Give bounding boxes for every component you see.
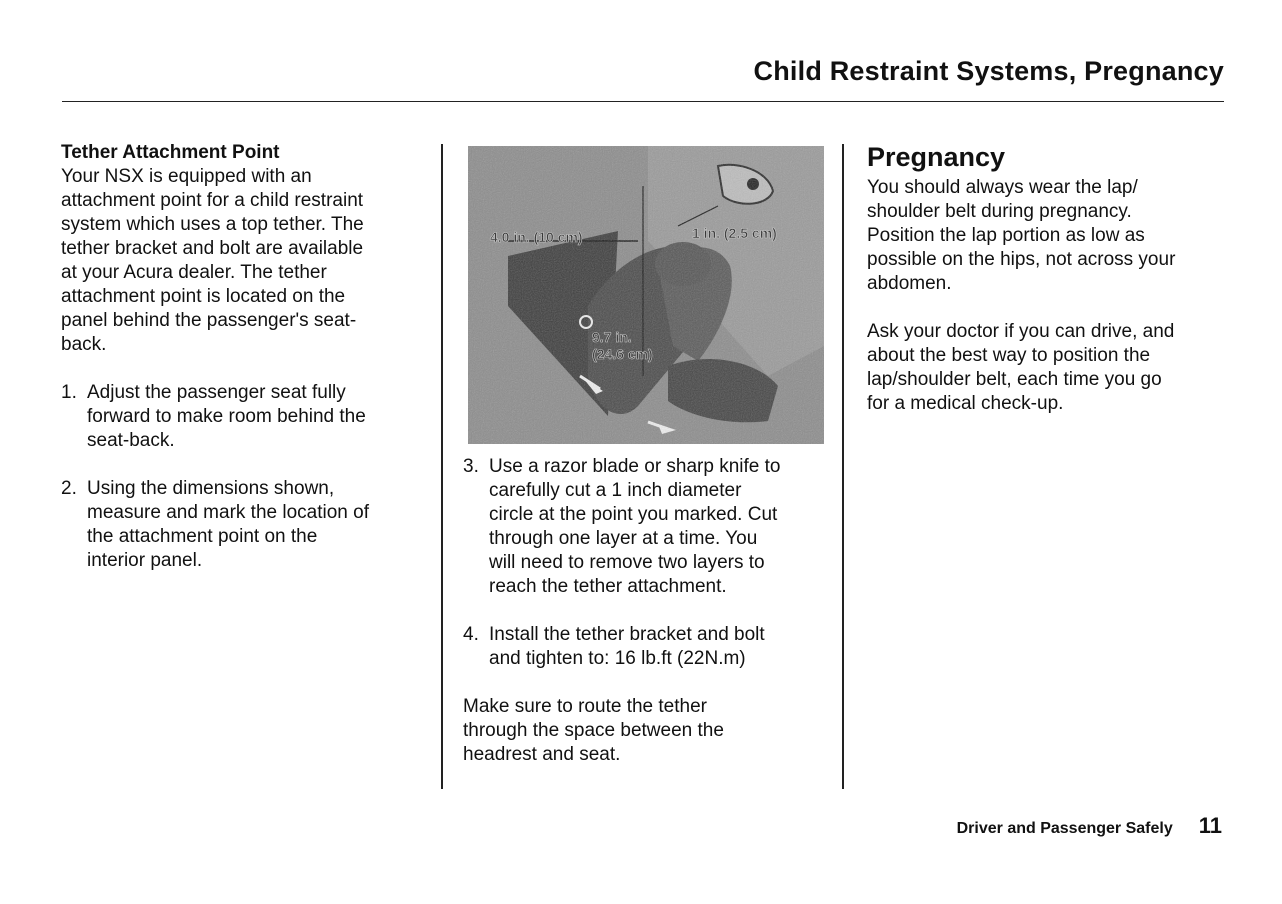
step-line: Using the dimensions shown,: [87, 478, 335, 499]
middle-column: [463, 455, 828, 767]
column-divider-right: [842, 144, 844, 789]
step-1: [61, 381, 426, 453]
intro-line: system which uses a top tether. The: [61, 214, 364, 235]
para-line: Position the lap portion as low as: [867, 225, 1145, 246]
step-3: [463, 455, 828, 599]
step-number: 1.: [61, 382, 77, 403]
step-line: the attachment point on the: [87, 526, 318, 547]
step-number: 2.: [61, 478, 77, 499]
page-number: 11: [1198, 813, 1222, 838]
tether-heading: Tether Attachment Point: [61, 142, 280, 163]
step-line: and tighten to: 16 lb.ft (22N.m): [489, 648, 746, 669]
page-footer: [957, 813, 1222, 839]
step-line: through one layer at a time. You: [489, 528, 758, 549]
intro-line: attachment point for a child restraint: [61, 190, 364, 211]
right-column: [867, 140, 1227, 416]
para-line: lap/shoulder belt, each time you go: [867, 369, 1162, 390]
footer-section-title: Driver and Passenger Safely: [956, 820, 1173, 837]
para-line: about the best way to position the: [867, 345, 1151, 366]
step-line: seat-back.: [87, 430, 175, 451]
step-line: interior panel.: [87, 550, 203, 571]
photo-grain: [468, 146, 824, 444]
figure-illustration: [468, 146, 824, 444]
column-divider-left: [441, 144, 443, 789]
para-line: possible on the hips, not across your: [867, 249, 1176, 270]
header-rule: [62, 101, 1224, 102]
note-line: Make sure to route the tether: [463, 696, 707, 717]
step-line: circle at the point you marked. Cut: [489, 504, 778, 525]
step-line: measure and mark the location of: [87, 502, 369, 523]
para-line: shoulder belt during pregnancy.: [867, 201, 1132, 222]
step-number: 3.: [463, 456, 479, 477]
page-title: Child Restraint Systems, Pregnancy: [753, 56, 1224, 86]
step-4: [463, 623, 828, 671]
intro-line: tether bracket and bolt are available: [61, 238, 364, 259]
step-line: reach the tether attachment.: [489, 576, 727, 597]
para-line: Ask your doctor if you can drive, and: [867, 321, 1175, 342]
note-line: headrest and seat.: [463, 744, 621, 765]
intro-line: back.: [61, 334, 107, 355]
step-line: forward to make room behind the: [87, 406, 366, 427]
para-line: abdomen.: [867, 273, 952, 294]
step-line: Use a razor blade or sharp knife to: [489, 456, 781, 477]
para-line: You should always wear the lap/: [867, 177, 1138, 198]
intro-line: panel behind the passenger's seat-: [61, 310, 357, 331]
note-line: through the space between the: [463, 720, 724, 741]
para-line: for a medical check-up.: [867, 393, 1064, 414]
step-line: Install the tether bracket and bolt: [489, 624, 765, 645]
left-column: [61, 141, 426, 573]
tether-location-figure: [468, 146, 824, 444]
step-2: [61, 477, 426, 573]
intro-line: attachment point is located on the: [61, 286, 346, 307]
step-line: carefully cut a 1 inch diameter: [489, 480, 742, 501]
intro-line: Your NSX is equipped with an: [61, 166, 312, 187]
step-line: will need to remove two layers to: [489, 552, 765, 573]
step-line: Adjust the passenger seat fully: [87, 382, 346, 403]
pregnancy-heading: Pregnancy: [867, 142, 1006, 172]
step-number: 4.: [463, 624, 479, 645]
intro-line: at your Acura dealer. The tether: [61, 262, 327, 283]
